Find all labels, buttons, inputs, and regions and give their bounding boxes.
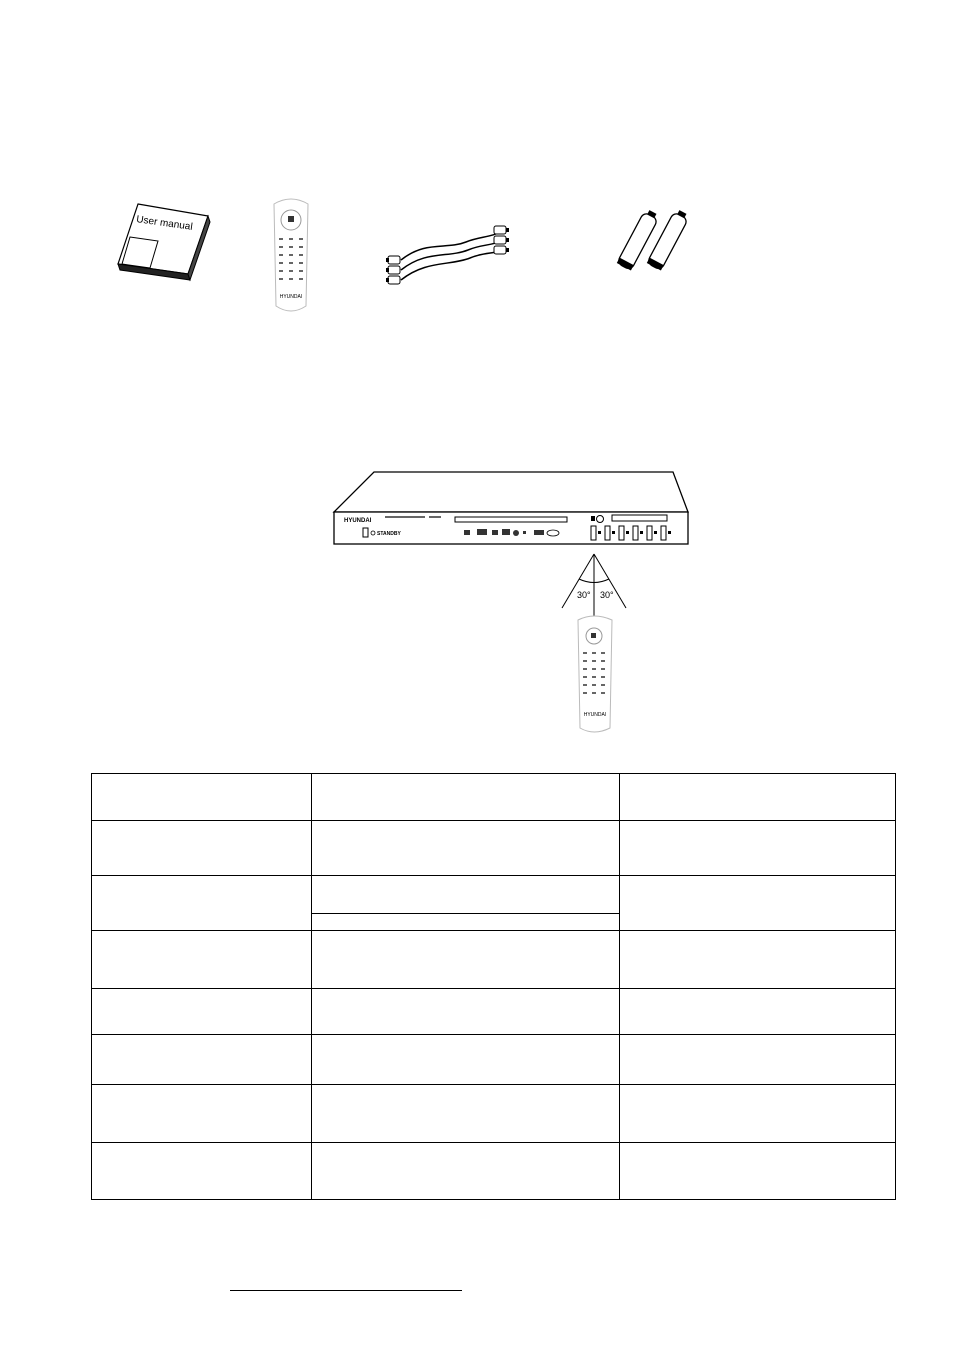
remote-control-illustration: [266, 194, 316, 320]
user-manual-illustration: [108, 202, 213, 282]
table-cell: [620, 774, 896, 821]
footnote-divider: [230, 1290, 462, 1291]
angle-left-label: 30°: [577, 590, 591, 600]
table-cell: [312, 931, 620, 989]
table-cell: [92, 821, 312, 876]
angle-right-label: 30°: [600, 590, 614, 600]
table-cell: [92, 1143, 312, 1200]
table-cell: [620, 1143, 896, 1200]
diagram-remote-brand: HYUNDAI: [583, 712, 607, 718]
table-cell: [620, 1085, 896, 1143]
table-cell: [312, 989, 620, 1035]
player-remote-diagram: [330, 466, 695, 736]
table-row: [92, 989, 896, 1035]
table-row: [92, 1035, 896, 1085]
table-cell: [620, 1035, 896, 1085]
table-cell: [620, 821, 896, 876]
table-row: [92, 774, 896, 821]
remote-brand-label: HYUNDAI: [279, 294, 303, 300]
table-row: [92, 1143, 896, 1200]
table-cell: [620, 989, 896, 1035]
table-cell: [92, 989, 312, 1035]
table-row: [92, 821, 896, 876]
table-cell: [312, 876, 620, 914]
table-cell: [620, 876, 896, 931]
user-manual-label: User manual: [135, 214, 194, 233]
table-cell: [92, 774, 312, 821]
table-cell: [312, 1035, 620, 1085]
batteries-illustration: [615, 208, 695, 278]
table-cell: [92, 1035, 312, 1085]
table-cell: [312, 821, 620, 876]
standby-label: STANDBY: [377, 531, 401, 537]
table-cell: [92, 931, 312, 989]
table-row: [92, 1085, 896, 1143]
table-cell: [92, 876, 312, 931]
table-cell: [92, 1085, 312, 1143]
table-cell: [620, 931, 896, 989]
specification-table: [91, 773, 896, 1200]
table-row: [92, 931, 896, 989]
av-cable-illustration: [386, 200, 521, 310]
player-brand: HYUNDAI: [344, 518, 372, 524]
table-cell: [312, 1085, 620, 1143]
table-cell: [312, 914, 620, 931]
accessories-row: [0, 190, 954, 330]
table-row: [92, 876, 896, 914]
table-cell: [312, 1143, 620, 1200]
table-cell: [312, 774, 620, 821]
